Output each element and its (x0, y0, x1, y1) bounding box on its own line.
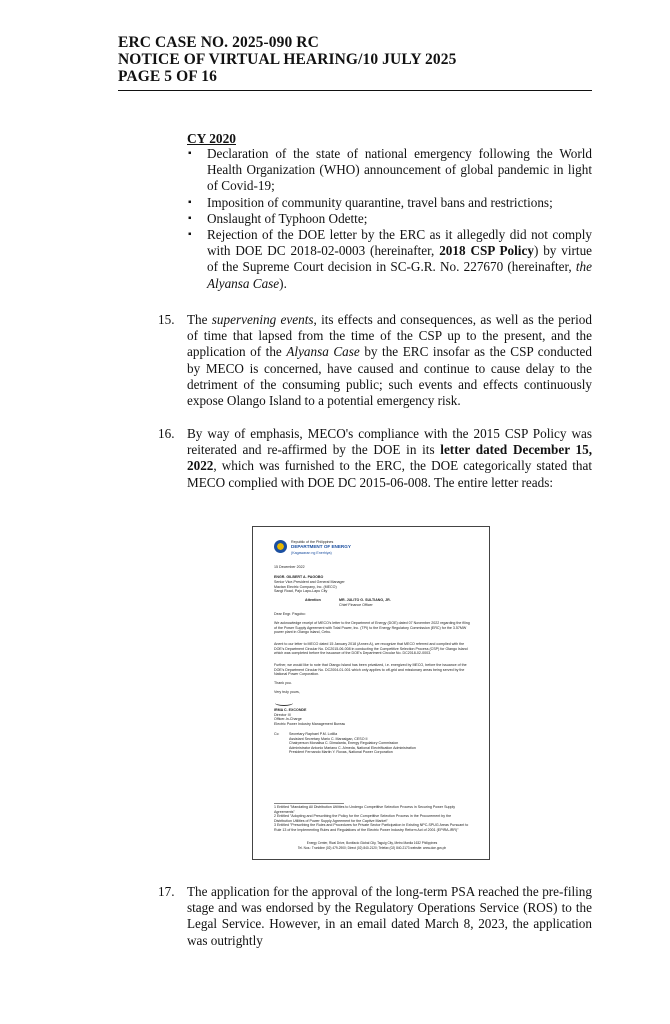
letter-footnote: 1 Entitled "Mandating All Distribution Utilities to Undergo Competitive Selection Process in Securing Power Supply Agreements" (274, 805, 456, 814)
notice-title: NOTICE OF VIRTUAL HEARING/10 JULY 2025 (118, 51, 457, 68)
list-item: ▪ Rejection of the DOE letter by the ERC as it allegedly did not comply with DOE DC 2018-02-0003 (hereinafter, 2018 CSP Policy) by virtue of the Supreme Court decision in SC-G.R. No. 227670 (hereinafter, the Alyansa Case). (188, 227, 593, 291)
cy-bullet-list (187, 146, 592, 292)
letter-cc-item: Assistant Secretary Mario C. Marasigan, CESO II (289, 736, 368, 741)
letter-attention-label: Attention (305, 598, 321, 602)
paragraph-15: The supervening events, its effects and consequences, as well as the period of time that lapsed from the time of the CSP up to the present, and the application of the Alyansa Case by the ERC insofar as the CSP conducted by MECO is concerned, have caused and continue to cause delay to the detriment of the consuming public; such events and effects continuously expose Olango Island to a potential emergency risk. (187, 312, 592, 409)
letter-address-line: Senior Vice-President and General Manager (274, 580, 345, 584)
letter-cc-item: President Fernando Martin Y. Roxas, National Power Corporation (289, 750, 393, 754)
list-item: ▪ Onslaught of Typhoon Odette; (188, 210, 368, 226)
paragraph-number: 16. (158, 426, 175, 441)
letter-addressee: ENGR. GILBERT A. PAGOBO (274, 575, 324, 579)
letter-footer: Energy Center, Rizal Drive, Bonifacio Global City, Taguig City, Metro Manila 1632 Philippines (306, 841, 438, 845)
letter-salutation: Dear Engr. Pagobo: (274, 612, 306, 616)
footnote-divider (274, 803, 344, 804)
paragraph-number: 17. (158, 884, 175, 899)
letter-address-line: Sangi Road, Pajo Lapu-Lapu City (274, 589, 328, 593)
page-number: PAGE 5 OF 16 (118, 68, 217, 85)
letter-attention-title: Chief Finance Officer (339, 602, 373, 607)
letter-signer-title: Director III (274, 712, 291, 717)
letter-signer: IRMA C. EXCONDE (274, 708, 307, 712)
letter-cc-item: Administrator Antonio Mariano C. Almeda, National Electrification Administration (289, 745, 416, 750)
letter-cc-item: Secretary Raphael P.M. Lotilla (289, 732, 338, 736)
doe-seal-icon (274, 540, 287, 553)
letter-address-line: Mactan Electric Company, Inc. (MECO) (274, 584, 337, 589)
letter-footnote: 3 Entitled "Prescribing the Rules and Procedures for Private Sector Participation in Existing NPC-SPUG Areas Pursuant to Rule 13 of the Implementing Rules and Regulations of the Electric Power Industry Reform Act of 2001 (EPIRA-IRR)" (274, 823, 469, 832)
bullet-icon: ▪ (188, 229, 192, 241)
paragraph-17: The application for the approval of the long-term PSA reached the pre-filing stage and was endorsed by the Regulatory Operations Service (ROS) to the Legal Service. However, in an email dated March 8, 2023, the application was outrightly (187, 884, 592, 948)
bullet-icon: ▪ (188, 196, 192, 208)
paragraph-number: 15. (158, 312, 175, 327)
signature-icon (275, 700, 293, 706)
letter-date: 15 December 2022 (274, 565, 305, 569)
letter-footnote: 2 Entitled "Adopting and Prescribing the Policy for the Competitive Selection Process in the Procurement by the Distribution Utilities of Power Supply Agreement for the Captive Market" (274, 814, 452, 823)
letter-republic: Republic of the Philippines (291, 540, 334, 544)
letter-paragraph: Anent to our letter to MECO dated 15 January 2018 (Annex A), we recognize that MECO referred and complied with the DOE's Department Circular No. DC2015-06-008 in conducting the Competitive Selection Process (CSP) for Olango Island which was completed before the issuance of the DOE's Department Circular No. DC2018-02-0003. (274, 642, 468, 656)
list-item: ▪ Declaration of the state of national emergency following the World Health Organization (WHO) announcement of global pandemic in light of Covid-19; (188, 146, 592, 194)
embedded-doe-letter (252, 526, 490, 860)
letter-signer-title: Officer-In-Charge (274, 717, 302, 721)
letter-signer-title: Electric Power Industry Management Bureau (274, 721, 346, 726)
letter-footer: Tel. Nos.: Trunkline (02) 479-2900; Direct (02) 840-2120; Telefax (02) 840-2173 website: www.doe.gov.ph (297, 845, 447, 850)
list-item: ▪ Imposition of community quarantine, travel bans and restrictions; (188, 194, 553, 210)
letter-cc-label: Cc: (274, 732, 280, 736)
cy-heading: CY 2020 (187, 131, 236, 146)
letter-thanks: Thank you. (274, 681, 292, 685)
letter-paragraph: We acknowledge receipt of MECO's letter to the Department of Energy (DOE) dated 07 November 2022 regarding the filing of the Power Supply Agreement with Total Power, Inc. (TPI) to the Energy Regulatory Commission (ERC) for the 3.57MW power plant in Olango Island, Cebu. (274, 621, 470, 635)
letter-kagawaran: (Kagawaran ng Enerhiya) (291, 551, 332, 555)
bullet-icon: ▪ (188, 212, 192, 224)
header-divider (118, 90, 592, 91)
letter-paragraph: Further, we would like to note that Olango Island has been privatized, i.e. energized by MECO, before the issuance of the DOE's Department Circular No. DC2004-01-001 which only applies to off-grid and missionary areas being served by the National Power Corporation. (274, 663, 467, 677)
letter-cc-item: Chairperson Monalisa C. Dimalanta, Energy Regulatory Commission (289, 741, 399, 745)
case-number: ERC CASE NO. 2025-090 RC (118, 34, 319, 51)
paragraph-16: By way of emphasis, MECO's compliance with the 2015 CSP Policy was reiterated and re-affirmed by the DOE in its letter dated December 15, 2022, which was furnished to the ERC, the DOE categorically stated that MECO complied with DOE DC 2015-06-008. The entire letter reads: (187, 426, 592, 490)
letter-department: DEPARTMENT OF ENERGY (291, 544, 351, 549)
page-header (118, 34, 598, 85)
bullet-icon: ▪ (188, 148, 192, 159)
letter-attention-name: MR. JULITO G. SULTIANO, JR. (339, 598, 391, 602)
letter-closing: Very truly yours, (274, 690, 300, 694)
